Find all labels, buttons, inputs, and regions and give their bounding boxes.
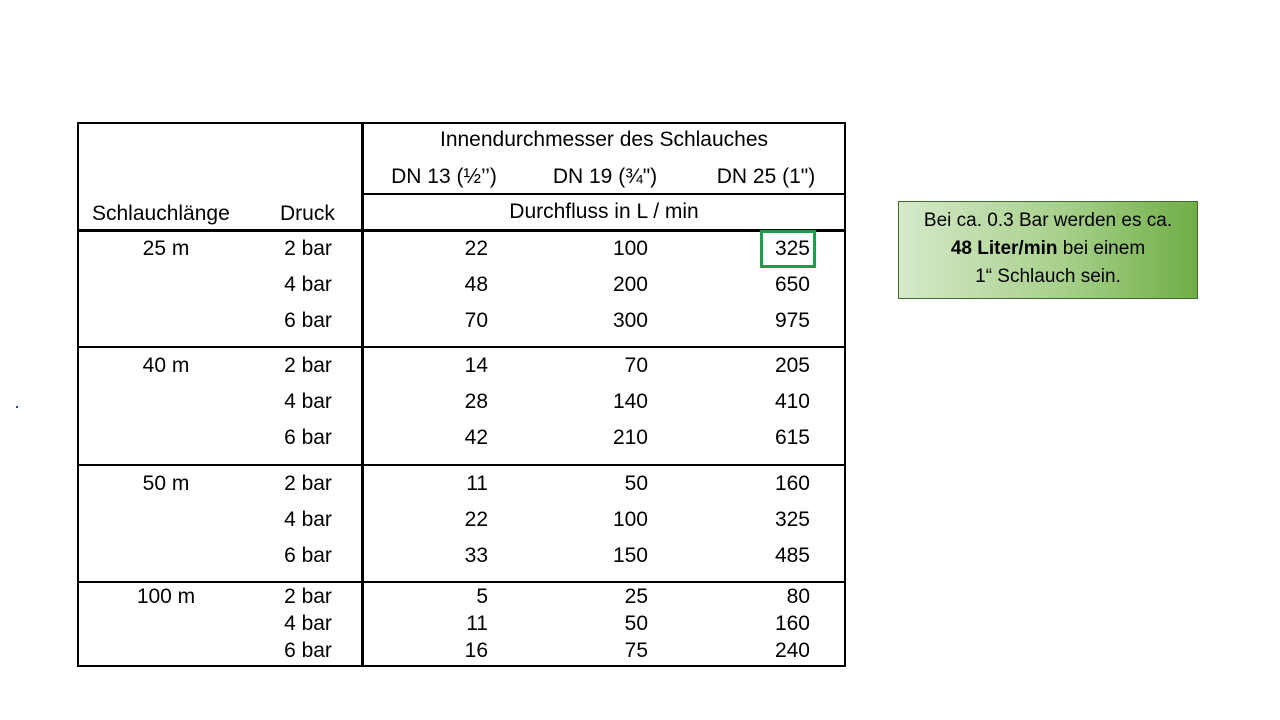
flow-cell: 5: [476, 585, 488, 608]
flow-cell: 22: [464, 508, 488, 531]
pressure-cell: 6 bar: [284, 426, 332, 449]
group-rule-40m: [77, 346, 846, 348]
callout-note: [898, 201, 1198, 299]
pressure-cell: 4 bar: [284, 273, 332, 296]
column-header-dn25: DN 25 (1"): [716, 165, 816, 188]
flow-cell: 70: [624, 354, 648, 377]
length-100m: 100 m: [136, 585, 196, 608]
column-header-pressure: Druck: [280, 202, 335, 225]
header-rule-1: [361, 193, 846, 195]
flow-cell: 75: [624, 639, 648, 662]
header-group-title: Innendurchmesser des Schlauches: [439, 128, 769, 151]
table-vertical-divider: [361, 122, 364, 667]
length-25m: 25 m: [142, 237, 190, 260]
group-rule-50m: [77, 464, 846, 466]
pressure-cell: 2 bar: [284, 585, 332, 608]
flow-cell: 160: [774, 472, 810, 495]
flow-cell: 140: [612, 390, 648, 413]
flow-cell: 100: [612, 508, 648, 531]
flow-cell: 485: [774, 544, 810, 567]
note-emphasis: 48 Liter/min: [950, 238, 1058, 259]
pressure-cell: 4 bar: [284, 612, 332, 635]
flow-cell: 25: [624, 585, 648, 608]
flow-cell: 11: [466, 472, 488, 495]
flow-cell: 300: [612, 309, 648, 332]
flow-cell: 325: [774, 508, 810, 531]
flow-cell: 50: [624, 472, 648, 495]
flow-cell: 615: [774, 426, 810, 449]
pressure-cell: 4 bar: [284, 390, 332, 413]
pressure-cell: 2 bar: [284, 354, 332, 377]
note-line-3: 1“ Schlauch sein.: [975, 266, 1121, 287]
pressure-cell: 6 bar: [284, 639, 332, 662]
group-rule-100m: [77, 581, 846, 583]
flow-cell: 205: [774, 354, 810, 377]
flow-cell: 100: [612, 237, 648, 260]
flow-cell: 240: [774, 639, 810, 662]
pressure-cell: 6 bar: [284, 309, 332, 332]
flow-cell: 50: [624, 612, 648, 635]
pressure-cell: 2 bar: [284, 472, 332, 495]
stray-dot: [16, 406, 18, 408]
column-header-length: Schlauchlänge: [92, 202, 230, 225]
flow-cell: 80: [786, 585, 810, 608]
flow-cell: 650: [774, 273, 810, 296]
flow-cell: 14: [464, 354, 488, 377]
flow-cell: 160: [774, 612, 810, 635]
highlight-box: [760, 230, 816, 268]
flow-cell: 48: [464, 273, 488, 296]
flow-cell: 22: [464, 237, 488, 260]
flow-cell: 210: [612, 426, 648, 449]
pressure-cell: 4 bar: [284, 508, 332, 531]
flow-cell: 70: [464, 309, 488, 332]
flow-cell: 975: [774, 309, 810, 332]
flow-cell: 16: [464, 639, 488, 662]
flow-cell: 150: [612, 544, 648, 567]
flow-cell: 200: [612, 273, 648, 296]
flow-cell: 28: [464, 390, 488, 413]
note-line-2: [899, 235, 1197, 263]
length-40m: 40 m: [142, 354, 190, 377]
column-header-dn13: DN 13 (½’’): [391, 165, 497, 188]
flow-cell: 33: [464, 544, 488, 567]
flow-cell: 11: [466, 612, 488, 635]
flow-cell: 42: [464, 426, 488, 449]
column-header-dn19: DN 19 (¾"): [552, 165, 658, 188]
pressure-cell: 2 bar: [284, 237, 332, 260]
note-line-2-rest: bei einem: [1057, 238, 1146, 259]
flow-cell: 410: [774, 390, 810, 413]
pressure-cell: 6 bar: [284, 544, 332, 567]
flow-cell: 325: [774, 237, 810, 260]
note-line-1: Bei ca. 0.3 Bar werden es ca.: [923, 210, 1173, 231]
header-rule-2: [77, 229, 846, 232]
length-50m: 50 m: [142, 472, 190, 495]
flow-unit-label: Durchfluss in L / min: [509, 200, 699, 223]
